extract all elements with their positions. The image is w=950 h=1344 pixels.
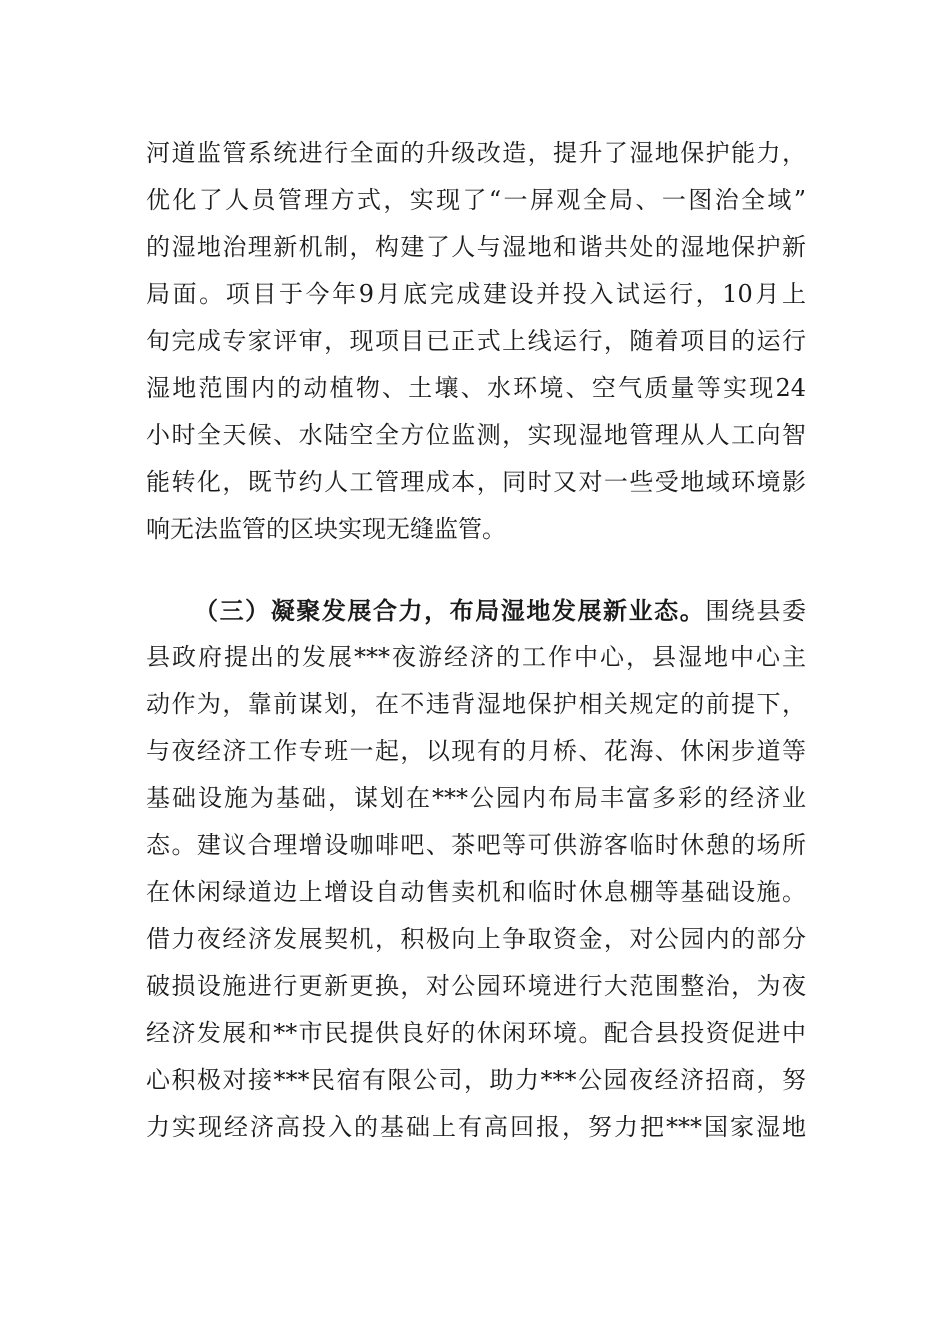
text-line: 能转化，既节约人工管理成本，同时又对一些受地域环境影 [146,468,806,496]
text-line: 小时全天候、水陆空全方位监测，实现湿地管理从人工向智 [146,421,806,449]
text-line: 与夜经济工作专班一起，以现有的月桥、花海、休闲步道等 [146,737,806,765]
text-line: 在休闲绿道边上增设自动售卖机和临时休息棚等基础设施。 [146,878,806,906]
text-line: 县政府提出的发展***夜游经济的工作中心，县湿地中心主 [146,643,806,671]
section-first-line [146,587,806,634]
paragraph-new-business-formats [146,587,806,1151]
paragraph-wetland-monitoring [146,130,806,553]
text-line: 局面。项目于今年9月底完成建设并投入试运行，10月上 [146,280,806,308]
text-line: 态。建议合理增设咖啡吧、茶吧等可供游客临时休憩的场所 [146,831,806,859]
text-line: 旬完成专家评审，现项目已正式上线运行，随着项目的运行 [146,327,806,355]
section-heading: （三）凝聚发展合力，布局湿地发展新业态。 [194,596,706,625]
text-line: 借力夜经济发展契机，积极向上争取资金，对公园内的部分 [146,925,806,953]
text-line: 基础设施为基础，谋划在***公园内布局丰富多彩的经济业 [146,784,806,812]
text-line: 的湿地治理新机制，构建了人与湿地和谐共处的湿地保护新 [146,233,806,261]
text-line: 优化了人员管理方式，实现了“一屏观全局、一图治全域” [146,186,806,214]
text-line: 响无法监管的区块实现无缝监管。 [146,515,506,543]
text-line: 破损设施进行更新更换，对公园环境进行大范围整治，为夜 [146,972,806,1000]
text-line: 经济发展和**市民提供良好的休闲环境。配合县投资促进中 [146,1019,806,1047]
text-line: 心积极对接***民宿有限公司，助力***公园夜经济招商，努 [146,1066,806,1094]
text-line: 湿地范围内的动植物、土壤、水环境、空气质量等实现24 [146,374,806,402]
section-first-line-text: 围绕县委 [705,597,807,625]
text-line: 力实现经济高投入的基础上有高回报，努力把***国家湿地 [146,1113,806,1141]
text-line: 河道监管系统进行全面的升级改造，提升了湿地保护能力， [146,139,806,167]
text-line: 动作为，靠前谋划，在不违背湿地保护相关规定的前提下， [146,690,806,718]
